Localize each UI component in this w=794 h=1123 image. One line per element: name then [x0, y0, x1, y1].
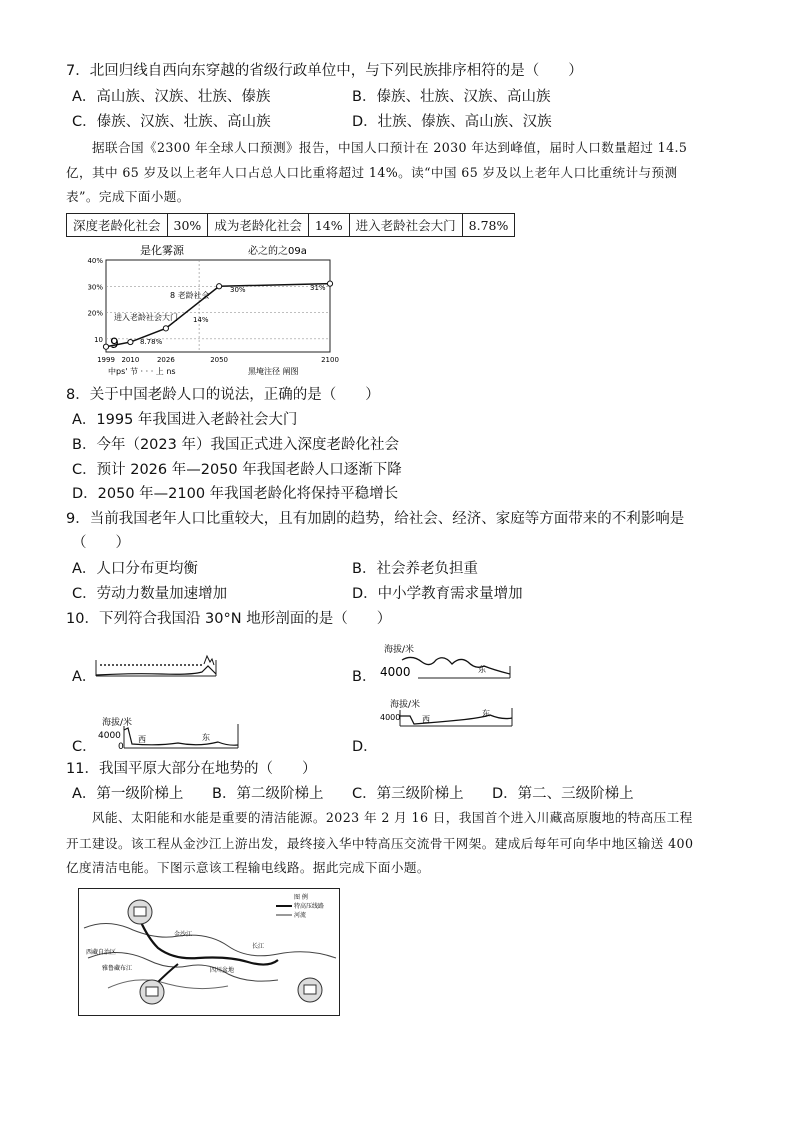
map-place-label: 金沙江: [174, 931, 193, 938]
q7-option-b: B．傣族、壮族、汉族、高山族: [352, 89, 551, 105]
profile-b-ylabel: 海拔/米: [384, 645, 415, 655]
chart-y-tick-label: 10: [94, 335, 103, 344]
profile-a: [92, 646, 222, 682]
profile-d-west: 西: [422, 715, 430, 724]
chart-y-tick-label: 40%: [87, 257, 103, 265]
profile-b: [378, 640, 513, 684]
profile-c-east: 东: [202, 733, 210, 742]
map-place-label: 雅鲁藏布江: [102, 965, 133, 972]
chart-point: [128, 339, 133, 344]
profile-d-svg: [380, 698, 515, 730]
profile-c: [98, 716, 243, 752]
q10-stem: 10．下列符合我国沿 30°N 地形剖面的是（ ）: [66, 611, 392, 627]
chart-x-caption: 中ps' 节 · · · 上 ns: [108, 367, 176, 376]
power-station-icon: [140, 980, 164, 1004]
chart-x-tick-label: 2010: [121, 356, 140, 364]
q11-option-a: A．第一级阶梯上: [72, 786, 184, 802]
table-cell-value: 14%: [308, 214, 349, 237]
profile-a-svg: [92, 646, 222, 682]
chart-point: [327, 281, 332, 286]
material1-line-3: 表”。完成下面小题。: [66, 189, 190, 204]
chart-x-tick-label: 2026: [156, 356, 175, 364]
q9-stem: 9．当前我国老年人口比重较大，且有加剧的趋势，给社会、经济、家庭等方面带来的不利影响是: [66, 511, 685, 527]
profile-d-east: 东: [482, 709, 490, 718]
chart-point: [163, 326, 168, 331]
chart-annotation: 进入老龄社会大门: [114, 313, 178, 322]
material2-line-3: 亿度清洁电能。下图示意该工程输电线路。据此完成下面小题。: [66, 860, 430, 875]
q7-option-d: D．壮族、傣族、高山族、汉族: [352, 114, 552, 130]
transmission-map: [78, 888, 340, 1016]
chart-y-ticks: [87, 257, 103, 344]
q10-label-d: D．: [352, 739, 378, 755]
chart-annotation: 8 老龄社会: [170, 291, 210, 300]
map-legend-title: 图 例: [294, 894, 308, 901]
q11-option-c: C．第三级阶梯上: [352, 786, 464, 802]
material1-line-1: 据联合国《2300 年全球人口预测》报告，中国人口预计在 2030 年达到峰值，届时人口数量超过 14.5: [92, 140, 688, 155]
q8-option-d: D．2050 年—2100 年我国老龄化将保持平稳增长: [72, 486, 399, 502]
profile-d-ylabel: 海拔/米: [390, 700, 421, 710]
q9-option-b: B．社会养老负担重: [352, 561, 478, 577]
map-place-label: 长江: [252, 943, 265, 950]
profile-c-west: 西: [138, 735, 146, 744]
table-cell-value: 30%: [167, 214, 208, 237]
profile-b-east: 东: [478, 665, 486, 674]
map-place-label: 西藏自治区: [86, 949, 117, 956]
chart-point: [217, 284, 222, 289]
q8-option-b: B．今年（2023 年）我国正式进入深度老龄化社会: [72, 437, 399, 453]
profile-b-value: 4000: [380, 665, 411, 679]
chart-y-label-bottom: 9: [110, 336, 119, 352]
aging-chart: [78, 240, 348, 380]
aging-chart-svg: [78, 240, 348, 380]
profile-d: [380, 698, 515, 730]
table-cell-value: 8.78%: [462, 214, 515, 237]
map-legend-item: 特高压线路: [294, 903, 325, 910]
map-legend-item: 河流: [294, 912, 307, 919]
chart-annotation: 30%: [230, 286, 246, 294]
chart-title-right: 必之的之09a: [248, 246, 307, 257]
q9-stem-cont: （ ）: [72, 535, 130, 551]
q11-option-d: D．第二、三级阶梯上: [492, 786, 634, 802]
chart-y-tick-label: 20%: [87, 309, 103, 318]
q7-option-c: C．傣族、汉族、壮族、高山族: [72, 114, 271, 130]
q11-option-b: B．第二级阶梯上: [212, 786, 324, 802]
profile-c-ylabel: 海拔/米: [102, 718, 133, 728]
q10-label-c: C．: [72, 739, 97, 755]
q10-label-b: B．: [352, 669, 377, 685]
profile-d-value: 4000: [380, 713, 401, 722]
aging-stats-table: [66, 213, 515, 237]
material2-line-1: 风能、太阳能和水能是重要的清洁能源。2023 年 2 月 16 日，我国首个进入川藏高原腹地的特高压工程: [92, 810, 693, 825]
table-cell-label: 进入老龄社会大门: [349, 214, 462, 237]
chart-annotation: 31%: [310, 284, 326, 292]
q8-option-a: A．1995 年我国进入老龄社会大门: [72, 412, 298, 428]
chart-x-tick-label: 1999: [97, 356, 115, 364]
chart-annotation: 14%: [193, 316, 209, 324]
q11-stem: 11．我国平原大部分在地势的（ ）: [66, 761, 317, 777]
chart-caption-right: 黑埯注径 阐图: [248, 367, 299, 376]
map-place-label: 四川盆地: [210, 967, 235, 974]
profile-b-svg: [378, 640, 513, 684]
chart-title-left: 是化雾源: [140, 244, 184, 257]
power-station-icon: [298, 978, 322, 1002]
chart-annotation: 8.78%: [140, 338, 163, 346]
q9-option-c: C．劳动力数量加速增加: [72, 586, 228, 602]
profile-c-svg: [98, 716, 243, 752]
power-station-icon: [128, 900, 152, 924]
transmission-map-svg: [78, 888, 340, 1016]
q9-option-a: A．人口分布更均衡: [72, 561, 198, 577]
chart-x-tick-label: 2100: [321, 356, 339, 364]
q10-label-a: A．: [72, 669, 97, 685]
chart-y-tick-label: 30%: [87, 283, 103, 292]
q7-option-a: A．高山族、汉族、壮族、傣族: [72, 89, 271, 105]
table-cell-label: 成为老龄化社会: [208, 214, 309, 237]
material1-line-2: 亿，其中 65 岁及以上老年人口占总人口比重将超过 14%。读“中国 65 岁及以上老年人口比重统计与预测: [66, 165, 678, 180]
profile-c-value: 4000: [98, 731, 121, 741]
table-cell-label: 深度老龄化社会: [67, 214, 168, 237]
chart-point: [103, 344, 108, 349]
q8-option-c: C．预计 2026 年—2050 年我国老龄人口逐渐下降: [72, 462, 402, 478]
q9-option-d: D．中小学教育需求量增加: [352, 586, 523, 602]
q7-stem: 7．北回归线自西向东穿越的省级行政单位中，与下列民族排序相符的是（ ）: [66, 63, 583, 79]
profile-c-zero: 0: [118, 742, 124, 752]
q8-stem: 8．关于中国老龄人口的说法，正确的是（ ）: [66, 387, 380, 403]
material2-line-2: 开工建设。该工程从金沙江上游出发，最终接入华中特高压交流骨干网架。建成后每年可向华中地区输送 400: [66, 836, 694, 851]
table-row: [67, 214, 515, 237]
chart-x-tick-label: 2050: [210, 356, 229, 364]
chart-x-ticks: [97, 356, 339, 364]
